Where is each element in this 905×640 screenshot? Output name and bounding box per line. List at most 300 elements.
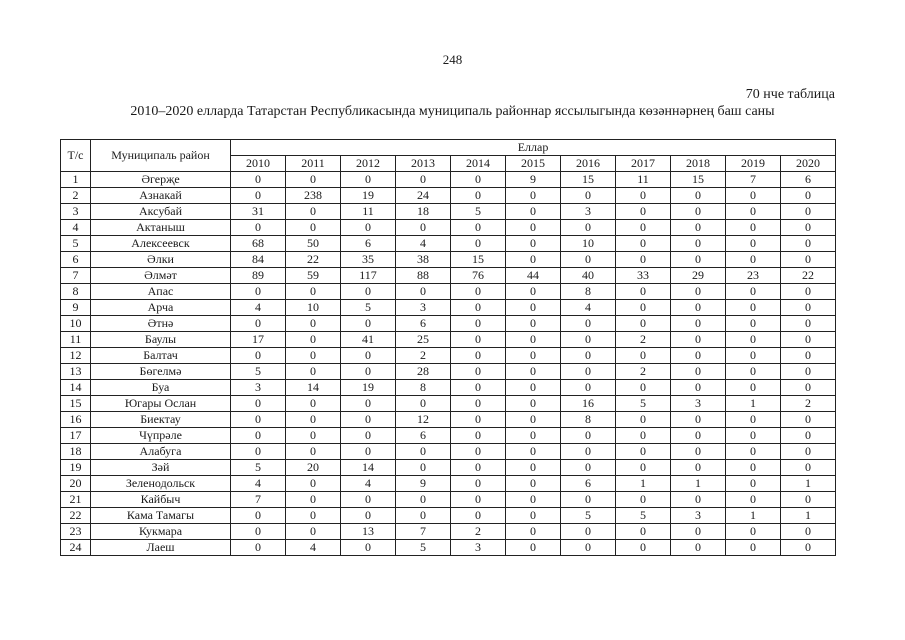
value-cell: 28 [396, 364, 451, 380]
value-cell: 0 [561, 220, 616, 236]
value-cell: 0 [781, 300, 836, 316]
table-row [61, 364, 836, 380]
value-cell: 19 [341, 380, 396, 396]
value-cell: 0 [231, 172, 286, 188]
district-name: Әлки [91, 252, 231, 268]
row-number: 16 [61, 412, 91, 428]
value-cell: 0 [341, 348, 396, 364]
value-cell: 0 [506, 396, 561, 412]
value-cell: 0 [726, 492, 781, 508]
value-cell: 5 [231, 364, 286, 380]
value-cell: 6 [341, 236, 396, 252]
table-row [61, 284, 836, 300]
value-cell: 0 [726, 476, 781, 492]
value-cell: 1 [781, 476, 836, 492]
row-number: 6 [61, 252, 91, 268]
header-year: 2013 [396, 156, 451, 172]
value-cell: 35 [341, 252, 396, 268]
value-cell: 0 [451, 316, 506, 332]
value-cell: 0 [451, 460, 506, 476]
value-cell: 0 [506, 476, 561, 492]
value-cell: 15 [451, 252, 506, 268]
row-number: 5 [61, 236, 91, 252]
value-cell: 0 [616, 236, 671, 252]
value-cell: 3 [671, 508, 726, 524]
table-row [61, 396, 836, 412]
value-cell: 0 [451, 476, 506, 492]
value-cell: 0 [726, 284, 781, 300]
row-number: 9 [61, 300, 91, 316]
value-cell: 1 [726, 508, 781, 524]
value-cell: 0 [781, 204, 836, 220]
district-name: Алексеевск [91, 236, 231, 252]
value-cell: 0 [231, 188, 286, 204]
value-cell: 0 [451, 380, 506, 396]
value-cell: 3 [231, 380, 286, 396]
district-name: Балтач [91, 348, 231, 364]
value-cell: 0 [506, 524, 561, 540]
value-cell: 0 [726, 188, 781, 204]
row-number: 17 [61, 428, 91, 444]
value-cell: 6 [781, 172, 836, 188]
value-cell: 0 [726, 460, 781, 476]
value-cell: 0 [671, 332, 726, 348]
value-cell: 0 [286, 476, 341, 492]
page-number: 248 [442, 52, 463, 67]
value-cell: 10 [561, 236, 616, 252]
value-cell: 0 [561, 492, 616, 508]
district-name: Баулы [91, 332, 231, 348]
value-cell: 0 [781, 428, 836, 444]
value-cell: 0 [286, 220, 341, 236]
value-cell: 0 [451, 364, 506, 380]
value-cell: 1 [671, 476, 726, 492]
row-number: 22 [61, 508, 91, 524]
table-row [61, 412, 836, 428]
value-cell: 13 [341, 524, 396, 540]
value-cell: 0 [451, 332, 506, 348]
value-cell: 0 [396, 460, 451, 476]
value-cell: 0 [506, 508, 561, 524]
value-cell: 0 [671, 204, 726, 220]
value-cell: 18 [396, 204, 451, 220]
row-number: 11 [61, 332, 91, 348]
value-cell: 0 [506, 284, 561, 300]
value-cell: 0 [726, 364, 781, 380]
value-cell: 0 [506, 412, 561, 428]
row-number: 20 [61, 476, 91, 492]
value-cell: 0 [781, 380, 836, 396]
district-name: Кукмара [91, 524, 231, 540]
value-cell: 0 [341, 444, 396, 460]
value-cell: 0 [286, 524, 341, 540]
value-cell: 0 [671, 220, 726, 236]
value-cell: 0 [671, 364, 726, 380]
value-cell: 0 [506, 220, 561, 236]
table-label: 70 нче таблица [745, 87, 835, 102]
value-cell: 0 [726, 348, 781, 364]
value-cell: 0 [616, 204, 671, 220]
header-number: Т/с [61, 140, 91, 172]
table-row [61, 348, 836, 364]
value-cell: 0 [726, 380, 781, 396]
table-row [61, 236, 836, 252]
value-cell: 0 [726, 236, 781, 252]
district-name: Буа [91, 380, 231, 396]
value-cell: 0 [726, 540, 781, 556]
header-row-group [61, 140, 836, 156]
value-cell: 0 [726, 300, 781, 316]
value-cell: 0 [561, 428, 616, 444]
value-cell: 0 [781, 540, 836, 556]
value-cell: 0 [451, 284, 506, 300]
value-cell: 0 [341, 316, 396, 332]
district-name: Алабуга [91, 444, 231, 460]
table-row [61, 444, 836, 460]
header-year: 2011 [286, 156, 341, 172]
district-name: Азнакай [91, 188, 231, 204]
value-cell: 31 [231, 204, 286, 220]
value-cell: 0 [671, 492, 726, 508]
value-cell: 0 [451, 220, 506, 236]
value-cell: 2 [616, 332, 671, 348]
value-cell: 0 [726, 412, 781, 428]
value-cell: 0 [396, 444, 451, 460]
row-number: 2 [61, 188, 91, 204]
value-cell: 0 [616, 492, 671, 508]
value-cell: 15 [561, 172, 616, 188]
value-cell: 0 [561, 252, 616, 268]
value-cell: 0 [286, 316, 341, 332]
value-cell: 0 [506, 380, 561, 396]
value-cell: 2 [616, 364, 671, 380]
value-cell: 4 [396, 236, 451, 252]
value-cell: 2 [451, 524, 506, 540]
value-cell: 0 [616, 300, 671, 316]
value-cell: 0 [286, 412, 341, 428]
value-cell: 0 [231, 540, 286, 556]
value-cell: 0 [506, 428, 561, 444]
value-cell: 0 [451, 396, 506, 412]
value-cell: 0 [671, 300, 726, 316]
value-cell: 7 [726, 172, 781, 188]
value-cell: 0 [726, 220, 781, 236]
value-cell: 0 [561, 460, 616, 476]
row-number: 18 [61, 444, 91, 460]
value-cell: 0 [396, 220, 451, 236]
value-cell: 5 [396, 540, 451, 556]
value-cell: 10 [286, 300, 341, 316]
value-cell: 0 [451, 348, 506, 364]
value-cell: 0 [286, 492, 341, 508]
value-cell: 0 [616, 316, 671, 332]
row-number: 4 [61, 220, 91, 236]
value-cell: 0 [506, 460, 561, 476]
table-row [61, 188, 836, 204]
value-cell: 0 [341, 540, 396, 556]
value-cell: 0 [396, 172, 451, 188]
value-cell: 0 [781, 236, 836, 252]
value-cell: 88 [396, 268, 451, 284]
table-body [61, 172, 836, 556]
document-title: 2010–2020 елларда Татарстан Республикасында муниципаль районнар яссылыгында көзәннәрнең баш саны [130, 104, 775, 119]
value-cell: 0 [451, 428, 506, 444]
value-cell: 0 [396, 492, 451, 508]
value-cell: 0 [781, 460, 836, 476]
row-number: 8 [61, 284, 91, 300]
value-cell: 0 [781, 252, 836, 268]
value-cell: 0 [286, 348, 341, 364]
value-cell: 0 [781, 444, 836, 460]
value-cell: 0 [506, 348, 561, 364]
value-cell: 0 [671, 284, 726, 300]
value-cell: 5 [231, 460, 286, 476]
value-cell: 0 [671, 188, 726, 204]
value-cell: 0 [616, 540, 671, 556]
value-cell: 16 [561, 396, 616, 412]
value-cell: 0 [506, 332, 561, 348]
district-name: Кайбыч [91, 492, 231, 508]
value-cell: 0 [451, 508, 506, 524]
value-cell: 15 [671, 172, 726, 188]
header-year: 2019 [726, 156, 781, 172]
value-cell: 0 [616, 428, 671, 444]
value-cell: 2 [781, 396, 836, 412]
value-cell: 0 [781, 364, 836, 380]
value-cell: 0 [231, 284, 286, 300]
district-name: Зеленодольск [91, 476, 231, 492]
value-cell: 11 [341, 204, 396, 220]
district-name: Бөгелмә [91, 364, 231, 380]
value-cell: 0 [671, 540, 726, 556]
value-cell: 0 [451, 300, 506, 316]
value-cell: 24 [396, 188, 451, 204]
value-cell: 0 [781, 220, 836, 236]
value-cell: 0 [341, 396, 396, 412]
data-table [60, 139, 836, 556]
value-cell: 7 [231, 492, 286, 508]
header-year: 2016 [561, 156, 616, 172]
value-cell: 8 [561, 284, 616, 300]
value-cell: 68 [231, 236, 286, 252]
value-cell: 0 [341, 428, 396, 444]
table-row [61, 172, 836, 188]
value-cell: 3 [451, 540, 506, 556]
header-year: 2015 [506, 156, 561, 172]
table-row [61, 524, 836, 540]
value-cell: 0 [726, 316, 781, 332]
header-year: 2014 [451, 156, 506, 172]
value-cell: 0 [616, 348, 671, 364]
table-header [61, 140, 836, 172]
table-row [61, 300, 836, 316]
district-name: Арча [91, 300, 231, 316]
row-number: 24 [61, 540, 91, 556]
row-number: 15 [61, 396, 91, 412]
value-cell: 4 [286, 540, 341, 556]
value-cell: 4 [231, 300, 286, 316]
value-cell: 0 [231, 444, 286, 460]
value-cell: 0 [671, 380, 726, 396]
value-cell: 0 [231, 412, 286, 428]
value-cell: 0 [671, 412, 726, 428]
value-cell: 0 [451, 236, 506, 252]
table-row [61, 252, 836, 268]
value-cell: 0 [231, 508, 286, 524]
value-cell: 0 [671, 252, 726, 268]
value-cell: 0 [506, 188, 561, 204]
header-year: 2010 [231, 156, 286, 172]
table-row [61, 332, 836, 348]
value-cell: 0 [781, 348, 836, 364]
header-year: 2017 [616, 156, 671, 172]
row-number: 12 [61, 348, 91, 364]
district-name: Зәй [91, 460, 231, 476]
value-cell: 38 [396, 252, 451, 268]
value-cell: 0 [616, 412, 671, 428]
district-name: Чүпрәле [91, 428, 231, 444]
district-name: Биектау [91, 412, 231, 428]
value-cell: 50 [286, 236, 341, 252]
value-cell: 0 [561, 332, 616, 348]
table-row [61, 508, 836, 524]
value-cell: 0 [671, 444, 726, 460]
value-cell: 0 [671, 236, 726, 252]
value-cell: 29 [671, 268, 726, 284]
value-cell: 44 [506, 268, 561, 284]
value-cell: 0 [561, 364, 616, 380]
value-cell: 14 [341, 460, 396, 476]
row-number: 19 [61, 460, 91, 476]
value-cell: 0 [231, 524, 286, 540]
value-cell: 0 [781, 492, 836, 508]
value-cell: 0 [286, 204, 341, 220]
value-cell: 0 [616, 252, 671, 268]
value-cell: 8 [561, 412, 616, 428]
value-cell: 0 [341, 508, 396, 524]
value-cell: 41 [341, 332, 396, 348]
value-cell: 0 [231, 220, 286, 236]
district-name: Әгерҗе [91, 172, 231, 188]
value-cell: 5 [616, 396, 671, 412]
value-cell: 23 [726, 268, 781, 284]
value-cell: 0 [506, 300, 561, 316]
value-cell: 238 [286, 188, 341, 204]
value-cell: 6 [396, 316, 451, 332]
value-cell: 0 [341, 492, 396, 508]
value-cell: 0 [231, 348, 286, 364]
value-cell: 0 [506, 540, 561, 556]
value-cell: 3 [561, 204, 616, 220]
table-row [61, 204, 836, 220]
value-cell: 0 [506, 364, 561, 380]
value-cell: 0 [781, 284, 836, 300]
value-cell: 0 [286, 284, 341, 300]
value-cell: 0 [286, 332, 341, 348]
value-cell: 0 [781, 412, 836, 428]
value-cell: 0 [616, 284, 671, 300]
value-cell: 0 [616, 524, 671, 540]
row-number: 21 [61, 492, 91, 508]
value-cell: 0 [781, 524, 836, 540]
value-cell: 0 [341, 412, 396, 428]
value-cell: 7 [396, 524, 451, 540]
value-cell: 0 [671, 348, 726, 364]
value-cell: 0 [286, 364, 341, 380]
value-cell: 0 [341, 172, 396, 188]
district-name: Әтнә [91, 316, 231, 332]
value-cell: 0 [341, 284, 396, 300]
district-name: Апас [91, 284, 231, 300]
row-number: 23 [61, 524, 91, 540]
row-number: 14 [61, 380, 91, 396]
value-cell: 4 [341, 476, 396, 492]
value-cell: 19 [341, 188, 396, 204]
district-name: Әлмәт [91, 268, 231, 284]
value-cell: 117 [341, 268, 396, 284]
value-cell: 0 [781, 188, 836, 204]
value-cell: 0 [451, 444, 506, 460]
value-cell: 0 [506, 492, 561, 508]
header-district: Муниципаль район [91, 140, 231, 172]
value-cell: 0 [671, 460, 726, 476]
value-cell: 0 [671, 428, 726, 444]
value-cell: 4 [231, 476, 286, 492]
value-cell: 89 [231, 268, 286, 284]
value-cell: 17 [231, 332, 286, 348]
value-cell: 4 [561, 300, 616, 316]
value-cell: 2 [396, 348, 451, 364]
value-cell: 0 [561, 316, 616, 332]
value-cell: 0 [396, 396, 451, 412]
value-cell: 0 [726, 332, 781, 348]
value-cell: 59 [286, 268, 341, 284]
value-cell: 0 [726, 204, 781, 220]
header-year: 2018 [671, 156, 726, 172]
value-cell: 0 [726, 428, 781, 444]
value-cell: 6 [396, 428, 451, 444]
value-cell: 0 [561, 348, 616, 364]
value-cell: 0 [726, 524, 781, 540]
value-cell: 33 [616, 268, 671, 284]
value-cell: 0 [726, 444, 781, 460]
value-cell: 22 [286, 252, 341, 268]
table-row [61, 220, 836, 236]
value-cell: 0 [616, 380, 671, 396]
value-cell: 22 [781, 268, 836, 284]
value-cell: 0 [616, 220, 671, 236]
value-cell: 0 [506, 236, 561, 252]
value-cell: 0 [231, 428, 286, 444]
value-cell: 9 [506, 172, 561, 188]
district-name: Югары Ослан [91, 396, 231, 412]
value-cell: 5 [561, 508, 616, 524]
value-cell: 1 [781, 508, 836, 524]
value-cell: 0 [616, 460, 671, 476]
value-cell: 76 [451, 268, 506, 284]
value-cell: 0 [616, 188, 671, 204]
value-cell: 84 [231, 252, 286, 268]
value-cell: 0 [341, 364, 396, 380]
value-cell: 25 [396, 332, 451, 348]
value-cell: 1 [726, 396, 781, 412]
value-cell: 0 [561, 524, 616, 540]
value-cell: 0 [781, 316, 836, 332]
value-cell: 11 [616, 172, 671, 188]
table-row [61, 492, 836, 508]
table-row [61, 268, 836, 284]
value-cell: 0 [561, 380, 616, 396]
